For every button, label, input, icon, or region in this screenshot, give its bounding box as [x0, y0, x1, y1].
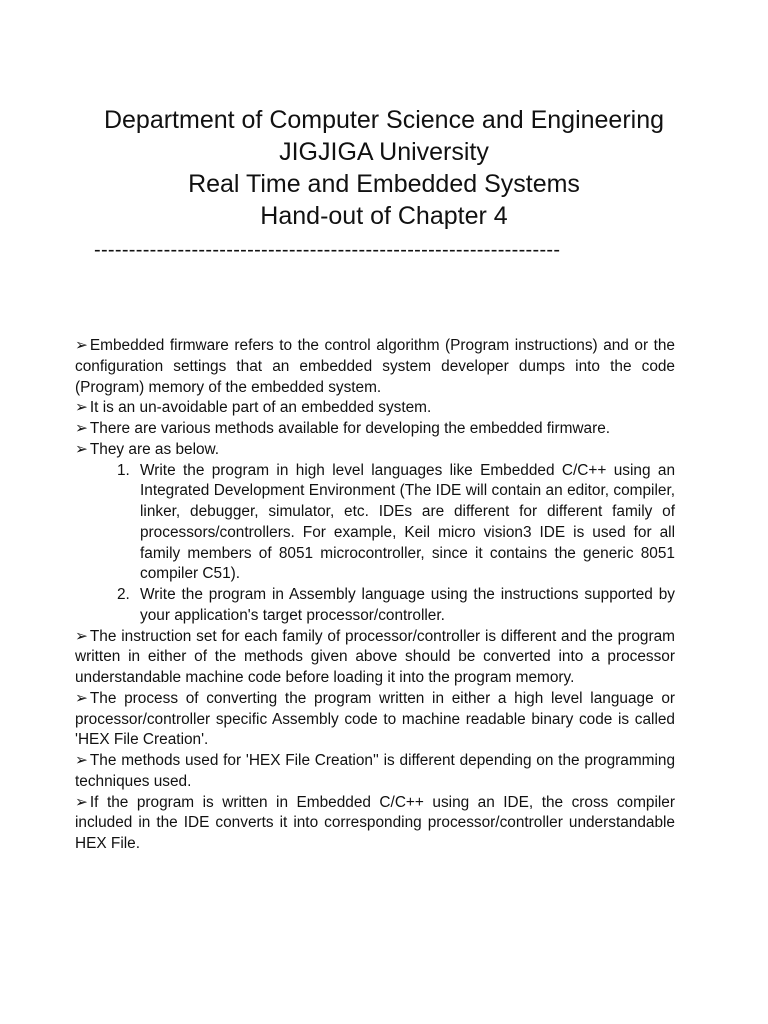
- department-title: Department of Computer Science and Engineering: [103, 106, 665, 134]
- course-title: Real Time and Embedded Systems: [188, 170, 580, 198]
- list-item: [75, 461, 675, 586]
- bullet-paragraph: ➢ They are as below.: [75, 440, 220, 458]
- bullet-paragraph: ➢ There are various methods available for developing the embedded firmware.: [75, 420, 611, 437]
- methods-list: [75, 461, 675, 627]
- document-header: [40, 104, 728, 232]
- arrow-bullet-icon: ➢: [75, 440, 88, 458]
- bullet-paragraph: ➢ The process of converting the program written in either a high level language or processor/controller specific Assembly code to machine readable binary code is called 'HEX File Creation'.: [75, 689, 675, 749]
- arrow-bullet-icon: ➢: [75, 337, 88, 354]
- bullet-paragraph: ➢ The instruction set for each family of processor/controller is different and the program written in either of the methods given above should be converted into a processor understandable machine code before loading it into the program memory.: [75, 627, 675, 686]
- list-number: 2.: [117, 586, 130, 603]
- list-item: [75, 585, 675, 627]
- dashed-divider: -------------------------------------------------------------------: [94, 239, 561, 261]
- list-number: 1.: [117, 461, 130, 479]
- arrow-bullet-icon: ➢: [75, 627, 88, 645]
- list-item-text: Write the program in high level languages like Embedded C/C++ using an Integrated Development Environment (The IDE will contain an editor, compiler, linker, debugger, simulator, etc. IDEs are different for different family of processors/controllers. For example, Keil micro vision3 IDE is used for all family members of 8051 microcontroller, since it contains the generic 8051 compiler C51).: [140, 461, 675, 583]
- arrow-bullet-icon: ➢: [75, 420, 88, 437]
- handout-body: [75, 336, 675, 855]
- bullet-paragraph: ➢ It is an un-avoidable part of an embedded system.: [75, 399, 432, 417]
- list-item-text: Write the program in Assembly language using the instructions supported by your application's target processor/controller.: [140, 586, 675, 624]
- bullet-paragraph: ➢ If the program is written in Embedded C/C++ using an IDE, the cross compiler included in the IDE converts it into corresponding processor/controller understandable HEX File.: [75, 793, 675, 852]
- arrow-bullet-icon: ➢: [75, 399, 88, 417]
- chapter-title: Hand-out of Chapter 4: [260, 202, 508, 230]
- bullet-paragraph: ➢ Embedded firmware refers to the control algorithm (Program instructions) and or the configuration settings that an embedded system developer dumps into the code (Program) memory of the embedded system.: [75, 337, 675, 396]
- arrow-bullet-icon: ➢: [75, 752, 88, 769]
- university-title: JIGJIGA University: [279, 138, 489, 166]
- bullet-paragraph: ➢ The methods used for 'HEX File Creation'' is different depending on the programming techniques used.: [75, 752, 675, 790]
- arrow-bullet-icon: ➢: [75, 689, 88, 707]
- arrow-bullet-icon: ➢: [75, 793, 88, 811]
